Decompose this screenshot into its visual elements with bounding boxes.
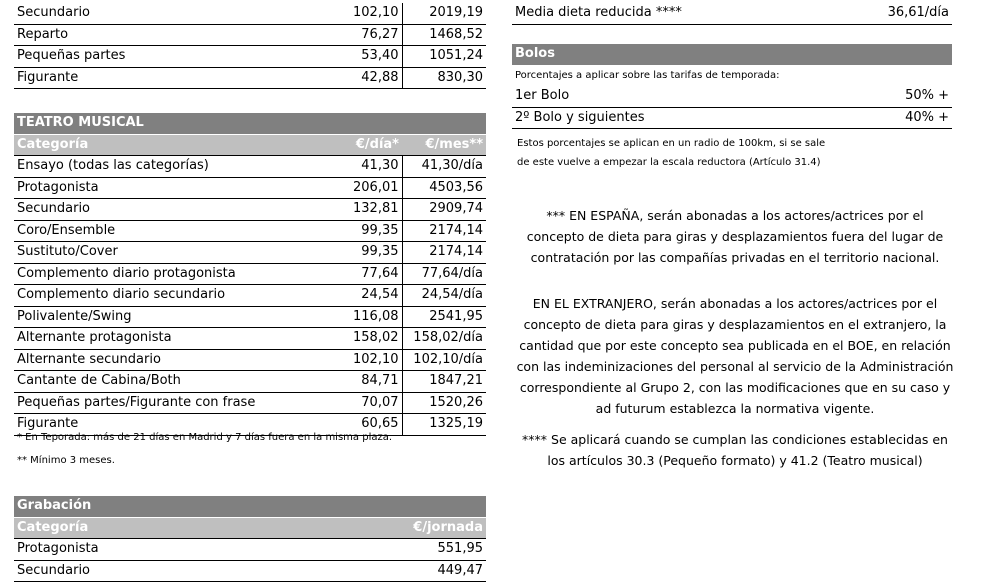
month-rate-cell: 102,10/día (402, 349, 486, 371)
category-cell: Ensayo (todas las categorías) (14, 156, 312, 178)
month-rate-cell: 2541,95 (402, 306, 486, 328)
table-row (14, 199, 486, 221)
column-header-categoria: Categoría (14, 517, 402, 539)
bolos-note-line-1: Estos porcentajes se aplican en un radio de 100km, si se sale (517, 138, 826, 149)
note-line: EN EL EXTRANJERO, serán abonadas a los actores/actrices por el (532, 296, 938, 311)
month-rate-cell: 1468,52 (402, 24, 486, 46)
bolo-label: 2º Bolo y siguientes (512, 107, 852, 129)
note-line: correspondiente al Grupo 2, con las modificaciones que en su caso y (519, 380, 951, 395)
day-rate-cell: 102,10 (312, 3, 402, 24)
day-rate-cell: 158,02 (312, 328, 402, 350)
note-extranjero (500, 293, 970, 419)
table-row (14, 67, 486, 89)
table-row (14, 349, 486, 371)
note-line: concepto de dieta para giras y desplazamientos en el extranjero, la (523, 317, 947, 332)
month-rate-cell: 1051,24 (402, 46, 486, 68)
table-row (14, 328, 486, 350)
table-row (14, 539, 486, 561)
month-rate-cell: 1325,19 (402, 414, 486, 436)
month-rate-cell: 77,64/día (402, 263, 486, 285)
table-row (14, 285, 486, 307)
bolos-table (512, 44, 952, 129)
month-rate-cell: 2174,14 (402, 220, 486, 242)
bolos-intro-row (512, 65, 952, 86)
bolo-label: 1er Bolo (512, 86, 852, 107)
category-cell: Reparto (14, 24, 312, 46)
note-line: con las indeminizaciones del personal al servicio de la Administración (516, 359, 954, 374)
section-title-row (14, 496, 486, 517)
month-rate-cell: 1520,26 (402, 392, 486, 414)
category-cell: Complemento diario protagonista (14, 263, 312, 285)
table-row (512, 3, 952, 24)
category-cell: Alternante secundario (14, 349, 312, 371)
table-row (14, 263, 486, 285)
section-title: TEATRO MUSICAL (14, 113, 486, 134)
table-row (14, 392, 486, 414)
section-title-row (14, 113, 486, 134)
month-rate-cell: 1847,21 (402, 371, 486, 393)
note-espana (500, 205, 970, 268)
day-rate-cell: 132,81 (312, 199, 402, 221)
day-rate-cell: 70,07 (312, 392, 402, 414)
month-rate-cell: 158,02/día (402, 328, 486, 350)
top-rates-table (14, 3, 486, 89)
category-cell: Secundario (14, 199, 312, 221)
day-rate-cell: 77,64 (312, 263, 402, 285)
note-line: contratación por las compañías privadas en el territorio nacional. (530, 250, 940, 265)
category-cell: Coro/Ensemble (14, 220, 312, 242)
table-row (14, 242, 486, 264)
day-rate-cell: 41,30 (312, 156, 402, 178)
category-cell: Figurante (14, 67, 312, 89)
teatro-musical-table (14, 113, 486, 436)
month-rate-cell: 830,30 (402, 67, 486, 89)
day-rate-cell: 24,54 (312, 285, 402, 307)
section-title: Grabación (14, 496, 486, 517)
month-rate-cell: 24,54/día (402, 285, 486, 307)
dieta-table (512, 3, 952, 25)
month-rate-cell: 41,30/día (402, 156, 486, 178)
table-row (14, 156, 486, 178)
day-rate-cell: 84,71 (312, 371, 402, 393)
note-line: ad futurum establezca la normativa vigente. (595, 401, 875, 416)
section-title-row (512, 44, 952, 65)
note-line: concepto de dieta para giras y desplazamientos fuera del lugar de (526, 229, 944, 244)
table-row (14, 177, 486, 199)
table-row (14, 220, 486, 242)
category-cell: Protagonista (14, 539, 402, 561)
month-rate-cell: 2019,19 (402, 3, 486, 24)
note-condiciones (500, 429, 970, 471)
category-cell: Pequeñas partes (14, 46, 312, 68)
bolos-intro: Porcentajes a aplicar sobre las tarifas de temporada: (515, 69, 780, 81)
table-row (512, 107, 952, 129)
note-line: los artículos 30.3 (Pequeño formato) y 41.2 (Teatro musical) (547, 453, 923, 468)
category-cell: Sustituto/Cover (14, 242, 312, 264)
day-rate-cell: 206,01 (312, 177, 402, 199)
note-line: cantidad que por este concepto sea publicada en el BOE, en relación (519, 338, 951, 353)
teatro-footnote-2: ** Mínimo 3 meses. (17, 455, 115, 466)
jornada-rate-cell: 551,95 (402, 539, 486, 561)
column-header-jornada: €/jornada (402, 517, 486, 539)
bolos-note-line-2: de este vuelve a empezar la escala reductora (Artículo 31.4) (517, 157, 821, 168)
category-cell: Complemento diario secundario (14, 285, 312, 307)
bolo-value: 50% + (852, 86, 952, 107)
bolo-value: 40% + (852, 107, 952, 129)
column-header-row (14, 517, 486, 539)
month-rate-cell: 2909,74 (402, 199, 486, 221)
dieta-value: 36,61/día (852, 3, 952, 24)
category-cell: Protagonista (14, 177, 312, 199)
category-cell: Polivalente/Swing (14, 306, 312, 328)
note-line: **** Se aplicará cuando se cumplan las condiciones establecidas en (522, 432, 948, 447)
day-rate-cell: 42,88 (312, 67, 402, 89)
table-row (14, 24, 486, 46)
jornada-rate-cell: 449,47 (402, 560, 486, 582)
table-row (14, 371, 486, 393)
category-cell: Secundario (14, 560, 402, 582)
category-cell: Figurante (14, 414, 312, 436)
day-rate-cell: 99,35 (312, 220, 402, 242)
category-cell: Cantante de Cabina/Both (14, 371, 312, 393)
day-rate-cell: 102,10 (312, 349, 402, 371)
teatro-footnote-1: * En Teporada: más de 21 días en Madrid y 7 días fuera en la misma plaza. (17, 432, 393, 443)
column-header-dia: €/día* (312, 134, 402, 156)
category-cell: Secundario (14, 3, 312, 24)
day-rate-cell: 99,35 (312, 242, 402, 264)
dieta-label: Media dieta reducida **** (512, 3, 852, 24)
category-cell: Pequeñas partes/Figurante con frase (14, 392, 312, 414)
table-row (14, 3, 486, 24)
table-row (14, 46, 486, 68)
section-title: Bolos (512, 44, 952, 65)
column-header-categoria: Categoría (14, 134, 312, 156)
note-line: *** EN ESPAÑA, serán abonadas a los actores/actrices por el (546, 208, 924, 223)
month-rate-cell: 2174,14 (402, 242, 486, 264)
column-header-mes: €/mes** (402, 134, 486, 156)
column-header-row (14, 134, 486, 156)
grabacion-table (14, 496, 486, 582)
month-rate-cell: 4503,56 (402, 177, 486, 199)
day-rate-cell: 53,40 (312, 46, 402, 68)
table-row (14, 306, 486, 328)
day-rate-cell: 60,65 (312, 414, 402, 436)
table-row (512, 86, 952, 107)
category-cell: Alternante protagonista (14, 328, 312, 350)
day-rate-cell: 76,27 (312, 24, 402, 46)
day-rate-cell: 116,08 (312, 306, 402, 328)
table-row (14, 560, 486, 582)
